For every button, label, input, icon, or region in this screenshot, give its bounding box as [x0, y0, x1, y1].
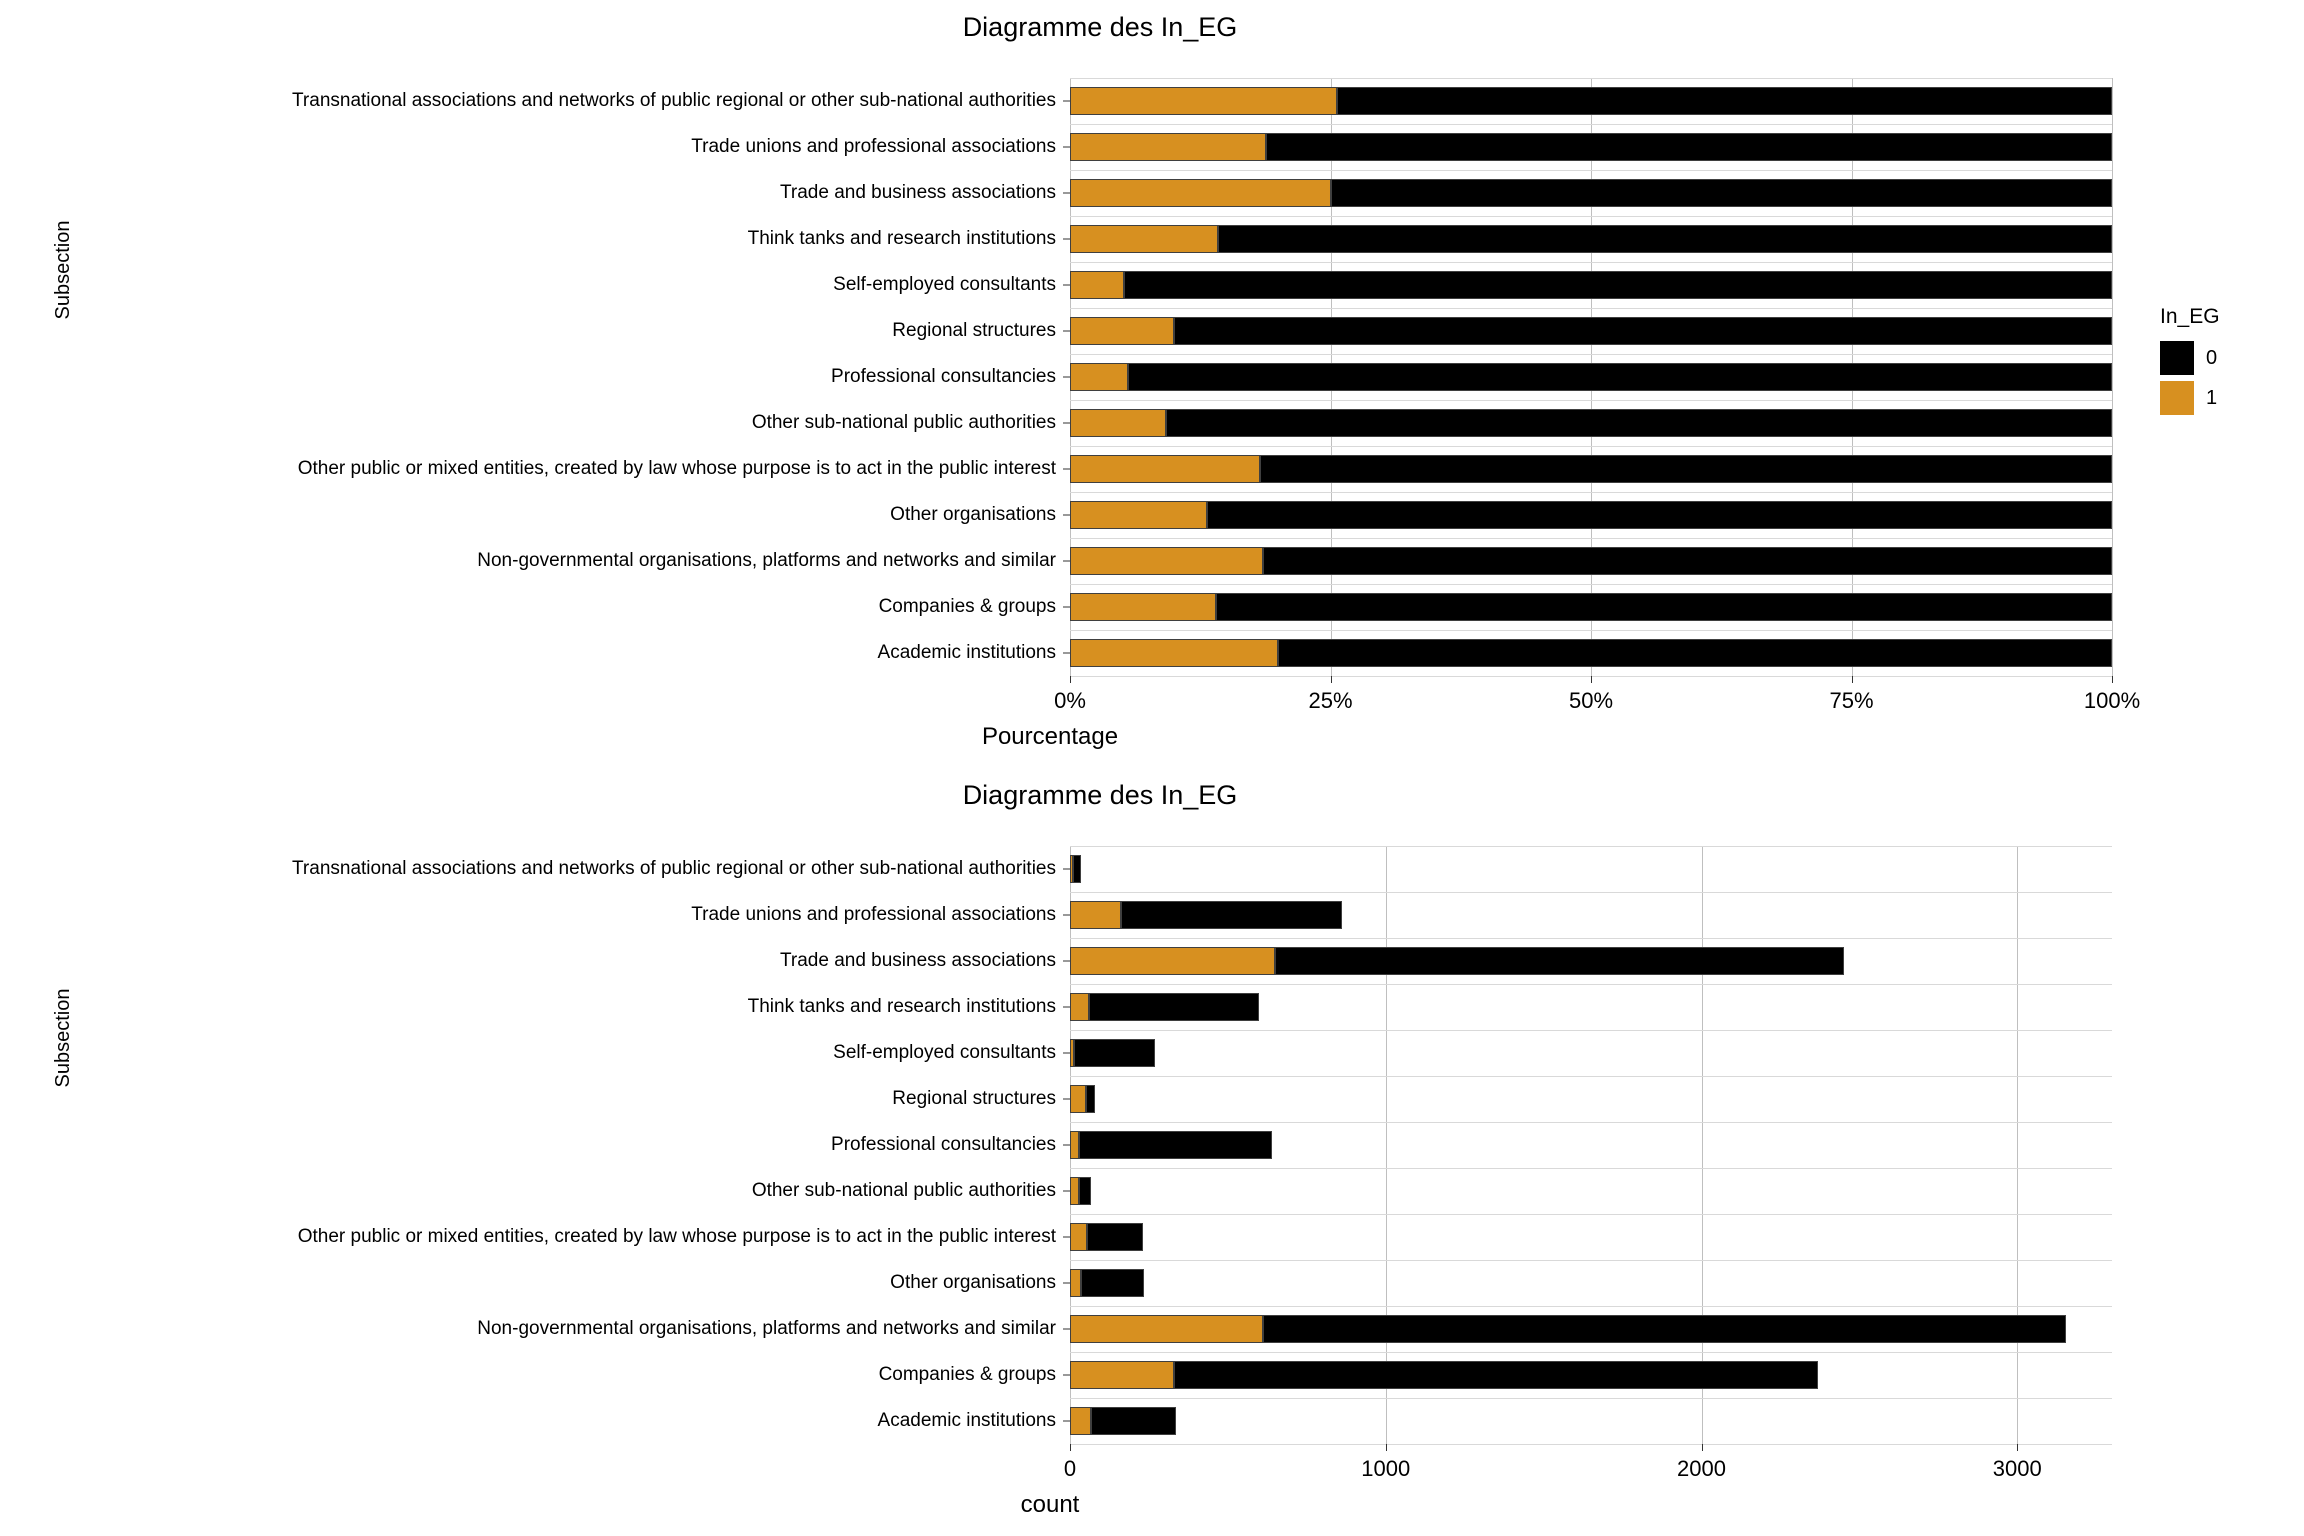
- gridline: [1070, 400, 2112, 401]
- x-tick-label: 50%: [1568, 688, 1614, 713]
- y-tick-mark: [1063, 1099, 1070, 1100]
- x-tick-mark: [1852, 676, 1853, 683]
- bar-segment: [1174, 1361, 1818, 1390]
- y-tick-mark: [1063, 1329, 1070, 1330]
- y-tick-mark: [1063, 515, 1070, 516]
- y-tick-label: Non-governmental organisations, platforms and networks and similar: [477, 1318, 1056, 1339]
- y-tick-label: Other sub-national public authorities: [751, 412, 1056, 433]
- bar-segment: [1091, 1407, 1176, 1436]
- x-tick-mark: [1070, 676, 1071, 683]
- legend-percentage: [2160, 305, 2220, 421]
- x-tick-label: 75%: [1829, 688, 1874, 713]
- y-tick-mark: [1063, 101, 1070, 102]
- y-tick-label: Think tanks and research institutions: [747, 996, 1056, 1017]
- gridline: [1070, 354, 2112, 355]
- bar-segment: [1070, 547, 1263, 576]
- y-tick-mark: [1063, 1053, 1070, 1054]
- gridline: [1070, 262, 2112, 263]
- y-tick-label: Regional structures: [892, 320, 1056, 341]
- y-tick-mark: [1063, 147, 1070, 148]
- gridline: [1070, 124, 2112, 125]
- x-tick-mark: [1702, 1444, 1703, 1451]
- bar-segment: [1070, 225, 1218, 254]
- chart-title-percentage: Diagramme des In_EG: [962, 12, 1238, 42]
- bar-segment: [1263, 547, 2112, 576]
- gridline: [2017, 846, 2018, 1444]
- bar-segment: [1087, 1223, 1142, 1252]
- gridline: [1070, 216, 2112, 217]
- bar-segment: [1216, 593, 2112, 622]
- x-tick-mark: [1070, 1444, 1071, 1451]
- legend-item[interactable]: [2160, 341, 2220, 375]
- y-tick-mark: [1063, 331, 1070, 332]
- y-tick-mark: [1063, 961, 1070, 962]
- gridline: [1070, 1214, 2112, 1215]
- y-tick-label: Self-employed consultants: [833, 274, 1056, 295]
- x-tick-mark: [2017, 1444, 2018, 1451]
- bar-segment: [1070, 1085, 1086, 1114]
- gridline: [1070, 446, 2112, 447]
- y-tick-label: Trade and business associations: [779, 182, 1056, 203]
- legend-item-label: 0: [2206, 346, 2218, 369]
- x-axis-title-count: count: [1020, 1491, 1080, 1518]
- gridline: [1070, 1352, 2112, 1353]
- gridline: [1070, 1306, 2112, 1307]
- bar-segment: [1275, 947, 1843, 976]
- chart-title-count: Diagramme des In_EG: [962, 780, 1238, 810]
- x-tick-mark: [1331, 676, 1332, 683]
- bar-segment: [1166, 409, 2112, 438]
- y-axis-title-percentage: Subsection: [51, 220, 74, 320]
- y-tick-mark: [1063, 285, 1070, 286]
- bar-segment: [1074, 1039, 1155, 1068]
- x-tick-label: 2000: [1677, 1456, 1726, 1481]
- gridline: [1070, 630, 2112, 631]
- bar-segment: [1218, 225, 2112, 254]
- gridline: [1070, 1030, 2112, 1031]
- y-tick-mark: [1063, 1375, 1070, 1376]
- y-tick-mark: [1063, 1007, 1070, 1008]
- bar-segment: [1070, 363, 1128, 392]
- y-tick-label: Think tanks and research institutions: [747, 228, 1056, 249]
- y-tick-mark: [1063, 869, 1070, 870]
- gridline: [1070, 1444, 2112, 1445]
- legend-key-swatch: [2160, 341, 2194, 375]
- y-axis-title-count: Subsection: [51, 988, 74, 1088]
- y-tick-label: Other organisations: [890, 1272, 1056, 1293]
- y-tick-mark: [1063, 1145, 1070, 1146]
- bar-segment: [1121, 901, 1342, 930]
- y-tick-label: Transnational associations and networks of public regional or other sub-national authorities: [292, 858, 1056, 879]
- y-tick-label: Professional consultancies: [831, 1134, 1056, 1155]
- y-tick-label: Other sub-national public authorities: [751, 1180, 1056, 1201]
- bar-segment: [1070, 639, 1278, 668]
- bar-segment: [1207, 501, 2112, 530]
- y-tick-mark: [1063, 607, 1070, 608]
- bar-segment: [1070, 1407, 1091, 1436]
- y-tick-label: Trade unions and professional associations: [691, 136, 1056, 157]
- gridline: [1386, 846, 1387, 1444]
- x-tick-label: 1000: [1361, 1456, 1411, 1481]
- bar-segment: [1070, 993, 1089, 1022]
- gridline: [1070, 308, 2112, 309]
- y-tick-label: Professional consultancies: [831, 366, 1056, 387]
- gridline: [1702, 846, 1703, 1444]
- y-tick-mark: [1063, 653, 1070, 654]
- gridline: [1070, 538, 2112, 539]
- bar-segment: [1070, 455, 1260, 484]
- y-tick-label: Transnational associations and networks of public regional or other sub-national authorities: [292, 90, 1056, 111]
- bar-segment: [1089, 993, 1260, 1022]
- legend-key-swatch: [2160, 381, 2194, 415]
- gridline: [1070, 1260, 2112, 1261]
- bar-segment: [1070, 901, 1121, 930]
- bar-segment: [1070, 179, 1331, 208]
- gridline: [1070, 1122, 2112, 1123]
- y-tick-mark: [1063, 1421, 1070, 1422]
- bar-segment: [1263, 1315, 2067, 1344]
- bar-segment: [1070, 593, 1216, 622]
- gridline: [1070, 78, 2112, 79]
- gridline: [1070, 984, 2112, 985]
- bar-segment: [1086, 1085, 1095, 1114]
- gridline: [1070, 1076, 2112, 1077]
- y-tick-label: Academic institutions: [877, 642, 1056, 663]
- y-tick-label: Companies & groups: [878, 1364, 1056, 1385]
- gridline: [1070, 892, 2112, 893]
- bar-segment: [1070, 947, 1275, 976]
- gridline: [1070, 938, 2112, 939]
- bar-segment: [1070, 1361, 1174, 1390]
- bar-segment: [1070, 1177, 1079, 1206]
- x-tick-label: 25%: [1308, 688, 1353, 713]
- y-tick-label: Academic institutions: [877, 1410, 1056, 1431]
- gridline: [1070, 846, 2112, 847]
- bar-segment: [1070, 1131, 1079, 1160]
- bar-segment: [1070, 1223, 1087, 1252]
- legend-title: In_EG: [2160, 305, 2220, 328]
- bar-segment: [1073, 855, 1081, 884]
- bar-segment: [1070, 409, 1166, 438]
- y-tick-mark: [1063, 915, 1070, 916]
- bar-segment: [1278, 639, 2112, 668]
- x-tick-mark: [2112, 676, 2113, 683]
- bar-segment: [1070, 133, 1266, 162]
- bar-segment: [1128, 363, 2112, 392]
- bar-segment: [1079, 1131, 1272, 1160]
- plot-area-percentage: [1070, 78, 2112, 676]
- y-tick-mark: [1063, 193, 1070, 194]
- gridline: [1070, 1398, 2112, 1399]
- y-tick-label: Trade and business associations: [779, 950, 1056, 971]
- y-tick-label: Non-governmental organisations, platforms and networks and similar: [477, 550, 1056, 571]
- plot-area-count: [1070, 846, 2112, 1444]
- bar-segment: [1070, 501, 1207, 530]
- x-tick-label: 0: [1063, 1456, 1077, 1481]
- gridline: [1070, 584, 2112, 585]
- chart-panel-count: [0, 768, 2304, 1536]
- gridline: [1070, 170, 2112, 171]
- bar-segment: [1260, 455, 2112, 484]
- x-axis-title-percentage: Pourcentage: [981, 723, 1119, 750]
- y-tick-label: Regional structures: [892, 1088, 1056, 1109]
- bar-segment: [1070, 271, 1124, 300]
- x-tick-label: 100%: [2083, 688, 2141, 713]
- bar-segment: [1070, 1269, 1081, 1298]
- gridline: [1070, 492, 2112, 493]
- gridline: [2112, 78, 2113, 676]
- legend-item[interactable]: [2160, 381, 2220, 415]
- y-tick-label: Self-employed consultants: [833, 1042, 1056, 1063]
- y-tick-mark: [1063, 1283, 1070, 1284]
- bar-segment: [1070, 87, 1337, 116]
- bar-segment: [1070, 1315, 1263, 1344]
- y-tick-mark: [1063, 1191, 1070, 1192]
- x-tick-mark: [1386, 1444, 1387, 1451]
- y-tick-mark: [1063, 1237, 1070, 1238]
- bar-segment: [1079, 1177, 1090, 1206]
- gridline: [1070, 1168, 2112, 1169]
- bar-segment: [1337, 87, 2112, 116]
- y-tick-label: Other organisations: [890, 504, 1056, 525]
- y-tick-label: Trade unions and professional associations: [691, 904, 1056, 925]
- y-tick-label: Companies & groups: [878, 596, 1056, 617]
- y-tick-mark: [1063, 239, 1070, 240]
- y-tick-mark: [1063, 469, 1070, 470]
- y-tick-mark: [1063, 561, 1070, 562]
- legend-item-label: 1: [2206, 386, 2218, 409]
- x-tick-label: 0%: [1054, 688, 1086, 713]
- bar-segment: [1081, 1269, 1144, 1298]
- bar-segment: [1124, 271, 2112, 300]
- bar-segment: [1174, 317, 2112, 346]
- bar-segment: [1070, 317, 1174, 346]
- x-tick-label: 3000: [1992, 1456, 2042, 1481]
- y-tick-label: Other public or mixed entities, created by law whose purpose is to act in the public interest: [297, 458, 1056, 479]
- bar-segment: [1331, 179, 2113, 208]
- y-tick-label: Other public or mixed entities, created by law whose purpose is to act in the public interest: [297, 1226, 1056, 1247]
- y-tick-mark: [1063, 423, 1070, 424]
- x-tick-mark: [1591, 676, 1592, 683]
- y-tick-mark: [1063, 377, 1070, 378]
- bar-segment: [1266, 133, 2112, 162]
